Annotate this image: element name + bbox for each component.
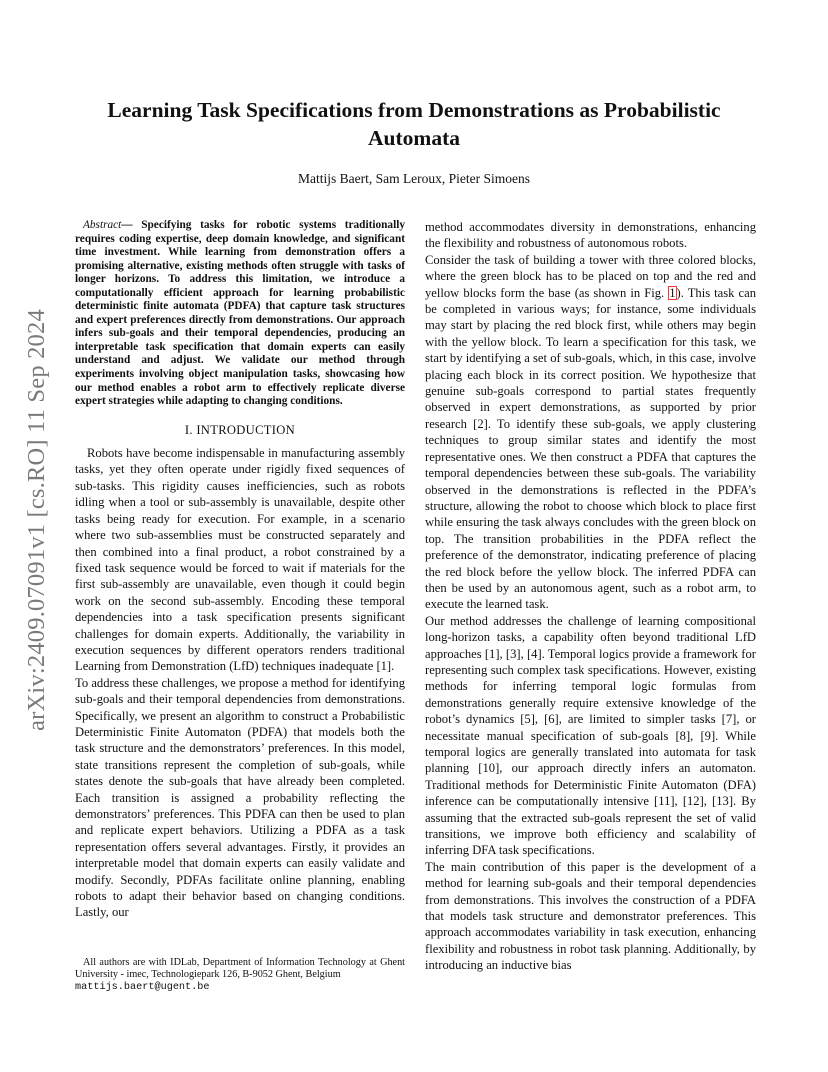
- left-column: [75, 219, 405, 921]
- intro-paragraph-5: The main contribution of this paper is the development of a method for learning sub-goals and their temporal dependencies from demonstrations. This involves the construction of a PDFA that models task structure and demonstrator preferences. This approach accommodates variability in task execution, enhancing flexibility and robustness in robot task planning. Additionally, by introducing an inductive bias: [425, 859, 756, 973]
- intro-paragraph-3: [425, 252, 756, 613]
- right-column: [425, 219, 756, 974]
- section-heading-introduction: I. INTRODUCTION: [184, 422, 296, 437]
- affiliation-text: All authors are with IDLab, Department of Information Technology at Ghent University - imec, Technologiepark 126, B-9052 Ghent, Belgium: [75, 957, 405, 981]
- author-email[interactable]: mattijs.baert@ugent.be: [75, 981, 210, 993]
- intro-paragraph-3-end: ). This task can be completed in various ways; for instance, some individuals may start by placing the red block first, while others may begin with the yellow block. To learn a specification for this task, we start by identifying a set of sub-goals, which, in this case, involve placing each block in its correct position. We hypothesize that genuine sub-goals correspond to partial states frequently observed in expert demonstrations, as supported by prior research [2]. To identify these sub-goals, we apply clustering techniques to group similar states and identify the most representative ones. We then construct a PDFA that captures the temporal dependencies between these sub-goals. The variability observed in the demonstrations is reflected in the PDFA’s structure, allowing the robot to choose which block to place first while ensuring the task always concludes with the green block on top. The transition probabilities in the PDFA reflect the preference of the demonstrator, indicating preference of placing the red block before the yellow block. The inferred PDFA can then be used by an autonomous agent, such as a robot arm, to execute the learned task.: [425, 285, 756, 612]
- figure-1-link[interactable]: 1: [669, 285, 676, 300]
- affiliation-footnote: [75, 957, 405, 994]
- intro-paragraph-2-continued: method accommodates diversity in demonstrations, enhancing the flexibility and robustness of autonomous robots.: [425, 220, 756, 251]
- paper-title: Learning Task Specifications from Demonstrations as Probabilistic Automata: [107, 98, 721, 150]
- arxiv-identifier: [22, 285, 52, 755]
- intro-paragraph-4: Our method addresses the challenge of learning compositional long-horizon tasks, a capability often beyond traditional LfD approaches [1], [3], [4]. Temporal logics provide a framework for representing such complex task specifications. However, existing methods for inferring temporal logic formulas from demonstrations generally require extensive knowledge of the robot’s dynamics [5], [6], are limited to simpler tasks [7], or necessitate manual specification of sub-goals [8], [9]. While temporal logics are generally translated into automata for task planning [10], our approach directly infers an automaton. Traditional methods for Deterministic Finite Automaton (DFA) inference can be computationally intensive [11], [12], [13]. By assuming that the extracted sub-goals represent the set of valid transitions, we improve both efficiency and scalability of inferring DFA task specifications.: [425, 613, 756, 858]
- arxiv-identifier-text: arXiv:2409.07091v1 [cs.RO] 11 Sep 2024: [23, 309, 50, 731]
- intro-paragraph-2: To address these challenges, we propose a method for identifying sub-goals and their temporal dependencies from demonstrations. Specifically, we present an algorithm to construct a Probabilistic Deterministic Finite Automaton (PDFA) that models both the task structure and the demonstrators’ preferences. In this model, state transitions represent the completion of sub-goals, while states denote the sub-goals that have already been completed. Each transition is assigned a probability reflecting the demonstrators’ preferences. This PDFA can then be used to plan and replicate expert behaviors. Utilizing a PDFA as a task representation offers several advantages. Firstly, it provides an interpretable model that domain experts can easily validate and modify. Secondly, PDFAs facilitate online planning, enabling robots to adapt their behavior based on changing conditions. Lastly, our: [75, 675, 405, 920]
- abstract-text: — Specifying tasks for robotic systems traditionally requires coding expertise, deep domain knowledge, and significant time investment. While learning from demonstration offers a promising alternative, existing methods often struggle with tasks of longer horizons. To address this limitation, we introduce a computationally efficient approach for learning probabilistic deterministic finite automata (PDFA) that capture task structures and expert preferences directly from demonstrations. Our approach infers sub-goals and their temporal dependencies, producing an interpretable task specification that domain experts can easily understand and adjust. We validate our method through experiments involving object manipulation tasks, showcasing how our method enables a robot arm to effectively replicate diverse expert strategies while adapting to changing conditions.: [75, 219, 405, 408]
- abstract: [75, 219, 405, 409]
- intro-paragraph-3-start: Consider the task of building a tower with three colored blocks, where the green block has to be placed on top and the red and yellow blocks form the base (as shown in Fig.: [425, 252, 756, 300]
- intro-paragraph-1: Robots have become indispensable in manufacturing assembly tasks, yet they often operate under rigidly fixed sequences of sub-tasks. This rigidity causes inefficiencies, such as robots idling when a tool or sub-assembly is unavailable, despite other tasks being ready for execution. For example, in a scenario where two sub-assemblies must be constructed separately and then combined into a final product, a robot constrained by a fixed task sequence would be forced to wait if materials for the first sub-assembly are unavailable, even though it could begin work on the second sub-assembly. Encoding these temporal dependencies into a task specification presents significant challenges for domain experts. Additionally, the variability in execution sequences by different operators renders traditional Learning from Demonstration (LfD) techniques inadequate [1].: [75, 446, 405, 674]
- abstract-label: Abstract: [83, 219, 122, 231]
- paper-authors: Mattijs Baert, Sam Leroux, Pieter Simoens: [297, 171, 531, 186]
